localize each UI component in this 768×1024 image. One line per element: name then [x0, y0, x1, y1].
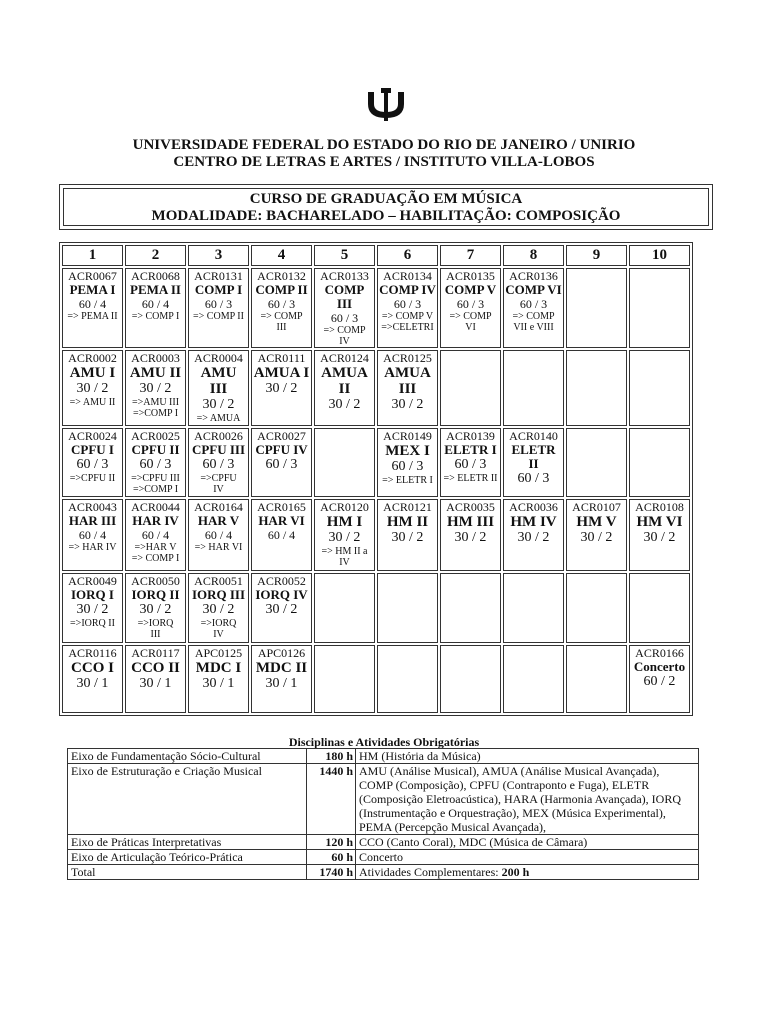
course-cell — [251, 268, 312, 348]
semester-header: 5 — [314, 245, 375, 266]
course-name: COMP V — [444, 282, 497, 297]
course-hours-credits: 30 / 2 — [265, 381, 298, 396]
course-cell — [503, 499, 564, 571]
course-hours-credits: 60 / 3 — [204, 297, 233, 311]
course-cell — [62, 350, 123, 426]
course-code: ACR0120 — [320, 500, 369, 514]
course-hours-credits: 30 / 1 — [265, 676, 298, 691]
axis-description-text: AMU (Análise Musical), AMUA (Análise Musical Avançada), COMP (Composição), CPFU (Contraponto e Fuga), ELETR (Composição Eletroacústica), HARA (Harmonia Avançada), IORQ (Instrumentação e Orquestração), MEX (Música Experimental), PEMA (Percepção Musical Avançada), — [359, 764, 682, 834]
course-cell — [125, 350, 186, 426]
course-hours-credits: 30 / 1 — [202, 676, 235, 691]
prerequisite-note: =>CPFU II — [69, 473, 116, 484]
prerequisite-note: => COMP — [512, 311, 555, 322]
course-cell — [125, 268, 186, 348]
prerequisite-note: IV — [213, 484, 224, 495]
axis-hours: 120 h — [307, 835, 356, 850]
course-cell — [314, 350, 375, 426]
course-name: CPFU IV — [255, 442, 308, 457]
course-code: ACR0166 — [635, 646, 684, 660]
course-code: ACR0140 — [509, 429, 558, 443]
course-cell — [377, 428, 438, 497]
course-hours-credits: 60 / 3 — [456, 297, 485, 311]
empty-cell — [566, 350, 627, 426]
prerequisite-note: => PEMA II — [67, 311, 118, 322]
course-code: ACR0164 — [194, 500, 243, 514]
prerequisite-note: => COMP I — [131, 311, 180, 322]
course-name: IORQ II — [131, 587, 180, 602]
course-hours-credits: 60 / 3 — [139, 457, 172, 472]
semester-header: 3 — [188, 245, 249, 266]
course-cell — [629, 499, 690, 571]
course-cell — [251, 428, 312, 497]
course-name: COMP VI — [505, 282, 562, 297]
course-hours-credits: 30 / 2 — [580, 530, 613, 545]
axis-description — [356, 850, 699, 865]
empty-cell — [629, 428, 690, 497]
prerequisite-note: =>CELETRI — [381, 322, 434, 333]
prerequisite-note: =>COMP I — [132, 408, 179, 419]
course-code: ACR0121 — [383, 500, 432, 514]
semester-header: 7 — [440, 245, 501, 266]
course-cell — [503, 268, 564, 348]
course-hours-credits: 60 / 3 — [393, 297, 422, 311]
course-code: ACR0025 — [131, 429, 180, 443]
course-cell — [251, 573, 312, 643]
course-code: ACR0136 — [509, 269, 558, 283]
course-code: ACR0049 — [68, 574, 117, 588]
course-hours-credits: 30 / 2 — [76, 381, 109, 396]
course-hours-credits: 60 / 4 — [141, 297, 170, 311]
course-name: IORQ I — [71, 587, 114, 602]
course-cell — [629, 645, 690, 713]
course-code: APC0125 — [194, 646, 243, 660]
prerequisite-note: => COMP — [323, 325, 366, 336]
empty-cell — [566, 428, 627, 497]
empty-cell — [377, 645, 438, 713]
course-cell — [188, 499, 249, 571]
course-name: AMUA I — [253, 365, 310, 381]
course-code: ACR0044 — [131, 500, 180, 514]
course-name: ELETR I — [444, 442, 497, 457]
course-cell — [125, 645, 186, 713]
grid-row — [62, 499, 690, 571]
prerequisite-note: =>CPFU III — [131, 473, 180, 484]
course-name: HAR V — [197, 513, 240, 528]
axis-hours: 1740 h — [307, 865, 356, 880]
institution-name: UNIVERSIDADE FEDERAL DO ESTADO DO RIO DE JANEIRO / UNIRIO — [132, 137, 636, 153]
course-hours-credits: 60 / 4 — [78, 297, 107, 311]
prerequisite-note: => HAR VI — [194, 542, 243, 553]
mandatory-table-title: Disciplinas e Atividades Obrigatórias — [288, 735, 480, 749]
course-name: HM V — [576, 514, 617, 530]
prerequisite-note: => COMP V — [381, 311, 434, 322]
course-cell — [188, 350, 249, 426]
course-cell — [566, 499, 627, 571]
axis-name: Eixo de Fundamentação Sócio-Cultural — [68, 749, 307, 764]
prerequisite-note: => HAR IV — [68, 542, 117, 553]
prerequisite-note: IV — [339, 336, 350, 347]
course-cell — [314, 499, 375, 571]
axis-description — [356, 764, 699, 835]
course-code: ACR0124 — [320, 351, 369, 365]
course-title: CURSO DE GRADUAÇÃO EM MÚSICA — [249, 191, 523, 207]
course-name: HM II — [386, 514, 429, 530]
axis-description-text: Concerto — [359, 850, 403, 864]
course-code: ACR0027 — [257, 429, 306, 443]
course-cell — [440, 268, 501, 348]
course-code: ACR0135 — [446, 269, 495, 283]
course-cell — [440, 428, 501, 497]
course-cell — [251, 350, 312, 426]
course-cell — [503, 428, 564, 497]
table-row — [68, 764, 699, 835]
course-name: HAR VI — [258, 513, 305, 528]
course-hours-credits: 60 / 3 — [267, 297, 296, 311]
course-name: CCO I — [71, 660, 114, 676]
curriculum-grid — [59, 242, 693, 716]
semester-header: 10 — [629, 245, 690, 266]
prerequisite-note: III — [150, 629, 161, 640]
prerequisite-note: => COMP — [449, 311, 492, 322]
course-cell — [377, 499, 438, 571]
course-name: HM VI — [636, 514, 683, 530]
prerequisite-note: => COMP II — [193, 311, 244, 322]
course-hours-credits: 30 / 2 — [76, 602, 109, 617]
course-name: CPFU II — [131, 442, 180, 457]
course-name: MDC I — [195, 660, 242, 676]
course-code: ACR0052 — [257, 574, 306, 588]
grid-row — [62, 573, 690, 643]
table-row — [68, 835, 699, 850]
course-hours-credits: 60 / 3 — [519, 297, 548, 311]
prerequisite-note: VI — [465, 322, 476, 333]
grid-row — [62, 350, 690, 426]
prerequisite-note: => AMU II — [69, 397, 116, 408]
course-code: ACR0067 — [68, 269, 117, 283]
course-name: HM I — [326, 514, 363, 530]
grid-row — [62, 645, 690, 713]
course-name: Concerto — [633, 659, 686, 674]
semester-header: 9 — [566, 245, 627, 266]
course-hours-credits: 60 / 3 — [202, 457, 235, 472]
course-cell — [62, 573, 123, 643]
course-name: CCO II — [131, 660, 180, 676]
course-modality: MODALIDADE: BACHARELADO – HABILITAÇÃO: COMPOSIÇÃO — [151, 208, 621, 224]
course-hours-credits: 30 / 2 — [139, 602, 172, 617]
course-code: ACR0111 — [257, 351, 306, 365]
course-name: HAR IV — [132, 513, 179, 528]
axis-name: Total — [68, 865, 307, 880]
prerequisite-note: IV — [213, 629, 224, 640]
axis-description — [356, 835, 699, 850]
course-name: IORQ III — [191, 587, 246, 602]
empty-cell — [503, 645, 564, 713]
course-name: AMU II — [129, 365, 182, 381]
course-name: COMP IV — [379, 282, 436, 297]
course-cell — [188, 573, 249, 643]
course-code: ACR0108 — [635, 500, 684, 514]
course-title-box — [59, 184, 713, 230]
axis-description — [356, 749, 699, 764]
axis-description — [356, 865, 699, 880]
course-name: CPFU I — [71, 442, 114, 457]
course-code: ACR0165 — [257, 500, 306, 514]
course-cell — [62, 645, 123, 713]
course-hours-credits: 30 / 2 — [454, 530, 487, 545]
course-hours-credits: 30 / 2 — [391, 530, 424, 545]
course-hours-credits: 30 / 2 — [517, 530, 550, 545]
course-code: ACR0003 — [131, 351, 180, 365]
course-code: ACR0068 — [131, 269, 180, 283]
course-name: ELETR II — [511, 442, 556, 471]
course-code: ACR0107 — [572, 500, 621, 514]
prerequisite-note: => COMP I — [131, 553, 180, 564]
course-name: AMU III — [200, 365, 237, 397]
course-name: HM IV — [510, 514, 557, 530]
course-name: AMUA II — [321, 365, 368, 397]
course-code: ACR0116 — [68, 646, 117, 660]
course-cell — [314, 268, 375, 348]
course-hours-credits: 60 / 4 — [141, 528, 170, 542]
course-hours-credits: 30 / 1 — [139, 676, 172, 691]
complementary-hours: 200 h — [501, 865, 530, 879]
course-code: ACR0133 — [320, 269, 369, 283]
axis-name: Eixo de Práticas Interpretativas — [68, 835, 307, 850]
unirio-logo — [366, 86, 406, 122]
course-cell — [62, 268, 123, 348]
semester-header: 4 — [251, 245, 312, 266]
grid-row — [62, 428, 690, 497]
axis-description-text: CCO (Canto Coral), MDC (Música de Câmara) — [359, 835, 588, 849]
course-code: ACR0139 — [446, 429, 495, 443]
course-hours-credits: 60 / 3 — [517, 471, 550, 486]
table-row — [68, 749, 699, 764]
prerequisite-note: => COMP — [260, 311, 303, 322]
empty-cell — [440, 350, 501, 426]
mandatory-activities-table — [67, 748, 699, 880]
prerequisite-note: IV — [339, 557, 350, 568]
table-row — [68, 850, 699, 865]
course-code: ACR0125 — [383, 351, 432, 365]
course-cell — [62, 428, 123, 497]
course-hours-credits: 60 / 3 — [76, 457, 109, 472]
course-code: ACR0149 — [383, 429, 432, 443]
prerequisite-note: => ELETR I — [382, 475, 433, 486]
axis-name: Eixo de Articulação Teórico-Prática — [68, 850, 307, 865]
semester-header: 2 — [125, 245, 186, 266]
course-name: MEX I — [385, 443, 430, 459]
course-code: ACR0026 — [194, 429, 243, 443]
course-name: PEMA I — [69, 282, 116, 297]
course-hours-credits: 30 / 1 — [76, 676, 109, 691]
course-hours-credits: 60 / 4 — [78, 528, 107, 542]
course-cell — [125, 428, 186, 497]
course-name: PEMA II — [130, 282, 181, 297]
empty-cell — [314, 428, 375, 497]
empty-cell — [566, 268, 627, 348]
course-hours-credits: 60 / 2 — [643, 674, 676, 689]
course-code: ACR0004 — [194, 351, 243, 365]
empty-cell — [314, 573, 375, 643]
course-name: HM III — [446, 514, 495, 530]
course-code: ACR0024 — [68, 429, 117, 443]
course-cell — [188, 268, 249, 348]
course-code: ACR0050 — [131, 574, 180, 588]
course-cell — [125, 573, 186, 643]
empty-cell — [440, 645, 501, 713]
course-name: COMP II — [255, 282, 308, 297]
axis-description-text: Atividades Complementares: — [359, 865, 502, 879]
empty-cell — [629, 573, 690, 643]
course-hours-credits: 60 / 3 — [265, 457, 298, 472]
course-cell — [125, 499, 186, 571]
course-hours-credits: 60 / 3 — [454, 457, 487, 472]
institute-name: CENTRO DE LETRAS E ARTES / INSTITUTO VILLA-LOBOS — [173, 154, 595, 170]
course-code: ACR0002 — [68, 351, 117, 365]
prerequisite-note: =>IORQ — [137, 618, 174, 629]
course-hours-credits: 60 / 3 — [330, 311, 359, 325]
course-hours-credits: 30 / 2 — [643, 530, 676, 545]
semester-header: 6 — [377, 245, 438, 266]
course-name: IORQ IV — [255, 587, 308, 602]
semester-header: 1 — [62, 245, 123, 266]
course-name: HAR III — [68, 513, 117, 528]
axis-description-text: HM (História da Música) — [359, 749, 481, 763]
prerequisite-note: III — [276, 322, 287, 333]
course-hours-credits: 30 / 2 — [139, 381, 172, 396]
course-name: AMUA III — [384, 365, 431, 397]
course-code: ACR0117 — [131, 646, 180, 660]
semester-header: 8 — [503, 245, 564, 266]
course-code: ACR0035 — [446, 500, 495, 514]
empty-cell — [566, 645, 627, 713]
empty-cell — [629, 268, 690, 348]
prerequisite-note: => HM II a — [321, 546, 368, 557]
axis-hours: 1440 h — [307, 764, 356, 835]
course-code: ACR0134 — [383, 269, 432, 283]
axis-name: Eixo de Estruturação e Criação Musical — [68, 764, 307, 835]
course-cell — [377, 268, 438, 348]
prerequisite-note: VII e VIII — [513, 322, 554, 333]
course-name: COMP I — [194, 282, 243, 297]
prerequisite-note: =>AMU III — [131, 397, 180, 408]
course-hours-credits: 60 / 3 — [391, 459, 424, 474]
prerequisite-note: =>COMP I — [132, 484, 179, 495]
prerequisite-note: =>IORQ — [200, 618, 237, 629]
course-cell — [251, 499, 312, 571]
course-code: ACR0036 — [509, 500, 558, 514]
axis-hours: 60 h — [307, 850, 356, 865]
empty-cell — [377, 573, 438, 643]
course-cell — [251, 645, 312, 713]
course-code: APC0126 — [257, 646, 306, 660]
empty-cell — [503, 573, 564, 643]
prerequisite-note: => ELETR II — [443, 473, 498, 484]
course-cell — [377, 350, 438, 426]
course-hours-credits: 30 / 2 — [328, 397, 361, 412]
course-code: ACR0131 — [194, 269, 243, 283]
empty-cell — [503, 350, 564, 426]
course-code: ACR0051 — [194, 574, 243, 588]
course-hours-credits: 30 / 2 — [391, 397, 424, 412]
course-cell — [62, 499, 123, 571]
prerequisite-note: =>CPFU — [200, 473, 237, 484]
empty-cell — [629, 350, 690, 426]
prerequisite-note: =>HAR V — [134, 542, 177, 553]
empty-cell — [440, 573, 501, 643]
course-cell — [440, 499, 501, 571]
course-code: ACR0043 — [68, 500, 117, 514]
course-code: ACR0132 — [257, 269, 306, 283]
course-cell — [188, 645, 249, 713]
course-name: AMU I — [69, 365, 116, 381]
prerequisite-note: =>IORQ II — [70, 618, 115, 629]
empty-cell — [314, 645, 375, 713]
course-name: CPFU III — [191, 442, 246, 457]
course-hours-credits: 30 / 2 — [202, 397, 235, 412]
table-row — [68, 865, 699, 880]
course-hours-credits: 30 / 2 — [202, 602, 235, 617]
course-cell — [188, 428, 249, 497]
axis-hours: 180 h — [307, 749, 356, 764]
grid-row — [62, 268, 690, 348]
prerequisite-note: => AMUA — [196, 413, 241, 424]
course-hours-credits: 30 / 2 — [265, 602, 298, 617]
course-hours-credits: 60 / 4 — [267, 528, 296, 542]
course-name: COMP III — [324, 282, 365, 311]
course-hours-credits: 30 / 2 — [328, 530, 361, 545]
course-hours-credits: 60 / 4 — [204, 528, 233, 542]
empty-cell — [566, 573, 627, 643]
course-name: MDC II — [255, 660, 308, 676]
